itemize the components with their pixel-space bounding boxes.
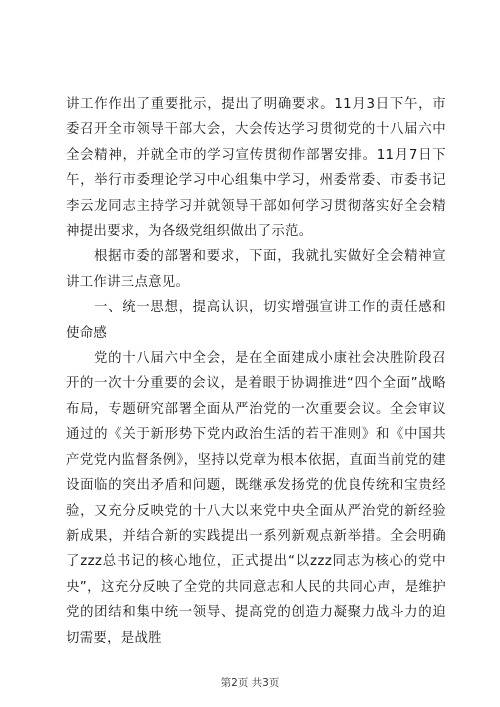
document-body: [66, 92, 446, 651]
section-heading-1: 一、统一思想，提高认识，切实增强宣讲工作的责任感和使命感: [66, 300, 446, 341]
paragraph-3: 党的十八届六中全会，是在全面建成小康社会决胜阶段召开的一次十分重要的会议，是着眼于协调推进“四个全面”战略布局，专题研究部署全面从严治党的一次重要会议。全会审议通过的《关于新形势下党内政治生活的若干准则》和《中国共产党党内监督条例》，坚持以党章为根本依据，直面当前党的建设面临的突出矛盾和问题，既继承发扬党的优良传统和宝贵经验，又充分反映党的十八大以来党中央全面从严治党的新经验新成果，并结合新的实践提出一系列新观点新举措。全会明确了zzz总书记的核心地位，正式提出“以zzz同志为核心的党中央”，这充分反映了全党的共同意志和人民的共同心声，是维护党的团结和集中统一领导、提高党的创造力凝聚力战斗力的迫切需要，是战胜: [66, 351, 446, 646]
paragraph-1: 讲工作作出了重要批示，提出了明确要求。11月3日下午，市委召开全市领导干部大会，大会传达学习贯彻党的十八届六中全会精神，并就全市的学习宣传贯彻作部署安排。11月7日下午，举行市委理论学习中心组集中学习，州委常委、市委书记李云龙同志主持学习并就领导干部如何学习贯彻落实好全会精神提出要求，为各级党组织做出了示范。: [66, 97, 446, 240]
paragraph-2: 根据市委的部署和要求，下面，我就扎实做好全会精神宣讲工作讲三点意见。: [66, 249, 446, 290]
page-footer: 第2页 共3页: [220, 677, 280, 689]
